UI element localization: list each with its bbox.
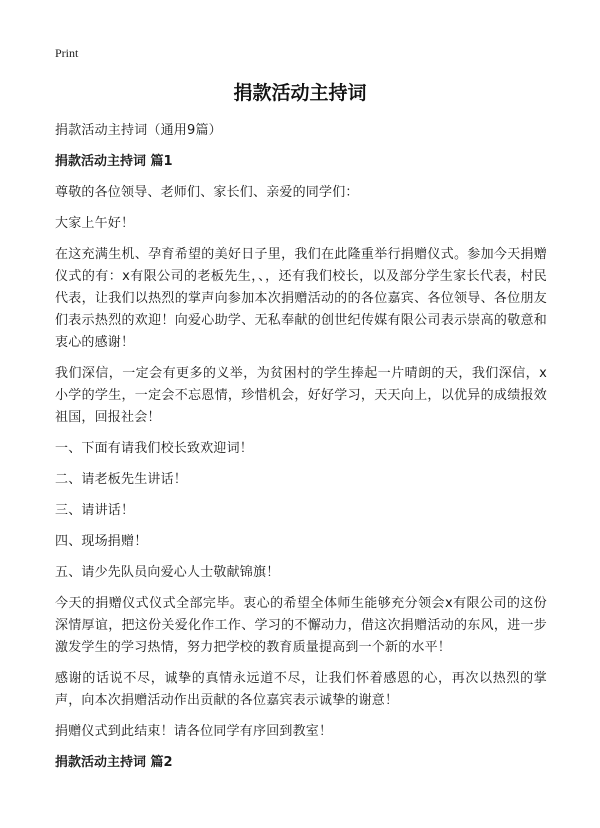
print-link[interactable]: Print: [55, 46, 79, 60]
agenda-item-1: 一、下面有请我们校长致欢迎词！: [55, 441, 254, 456]
section-1: [55, 151, 547, 743]
section-heading: 捐款活动主持词 篇1: [55, 154, 173, 169]
section-heading: 捐款活动主持词 篇2: [55, 755, 173, 770]
agenda-item-3: 三、请讲话！: [55, 503, 135, 518]
agenda-item-5: 五、请少先队员向爱心人士敬献锦旗！: [55, 565, 280, 580]
section-2: [55, 752, 547, 774]
paragraph-opening: 在这充满生机、孕育希望的美好日子里，我们在此隆重举行捐赠仪式。参加今天捐赠仪式的有：x有限公司的老板先生，、，还有我们校长，以及部分学生家长代表，村民代表，让我们以热烈的掌声向参加本次捐赠活动的的各位嘉宾、各位领导、各位朋友们表示热烈的欢迎！向爱心助学、无私奉献的创世纪传媒有限公司表示崇高的敬意和衷心的感谢！: [55, 247, 547, 350]
agenda-item-4: 四、现场捐赠！: [55, 534, 148, 549]
agenda-item-2: 二、请老板先生讲话！: [55, 472, 188, 487]
paragraph-end: 捐赠仪式到此结束！请各位同学有序回到教室！: [55, 724, 333, 739]
document-body: [55, 120, 547, 783]
paragraph-belief: 我们深信，一定会有更多的义举，为贫困村的学生捧起一片晴朗的天，我们深信，x小学的学生，一定会不忘恩情，珍惜机会，好好学习，天天向上，以优异的成绩报效祖国，回报社会！: [55, 366, 547, 425]
paragraph-thanks: 感谢的话说不尽，诚挚的真情永远道不尽，让我们怀着感恩的心，再次以热烈的掌声，向本次捐赠活动作出贡献的各位嘉宾表示诚挚的谢意！: [55, 671, 547, 708]
paragraph-morning: 大家上午好！: [55, 216, 135, 231]
document-subtitle: 捐款活动主持词（通用9篇）: [55, 123, 222, 138]
paragraph-greeting: 尊敬的各位领导、老师们、家长们、亲爱的同学们：: [55, 185, 359, 200]
paragraph-closing: 今天的捐赠仪式仪式全部完毕。衷心的希望全体师生能够充分领会x有限公司的这份深情厚谊，把这份关爱化作工作、学习的不懈动力，借这次捐赠活动的东风，进一步激发学生的学习热情，努力把学校的教育质量提高到一个新的水平！: [55, 596, 547, 655]
page-title: 捐款活动主持词: [233, 82, 367, 104]
